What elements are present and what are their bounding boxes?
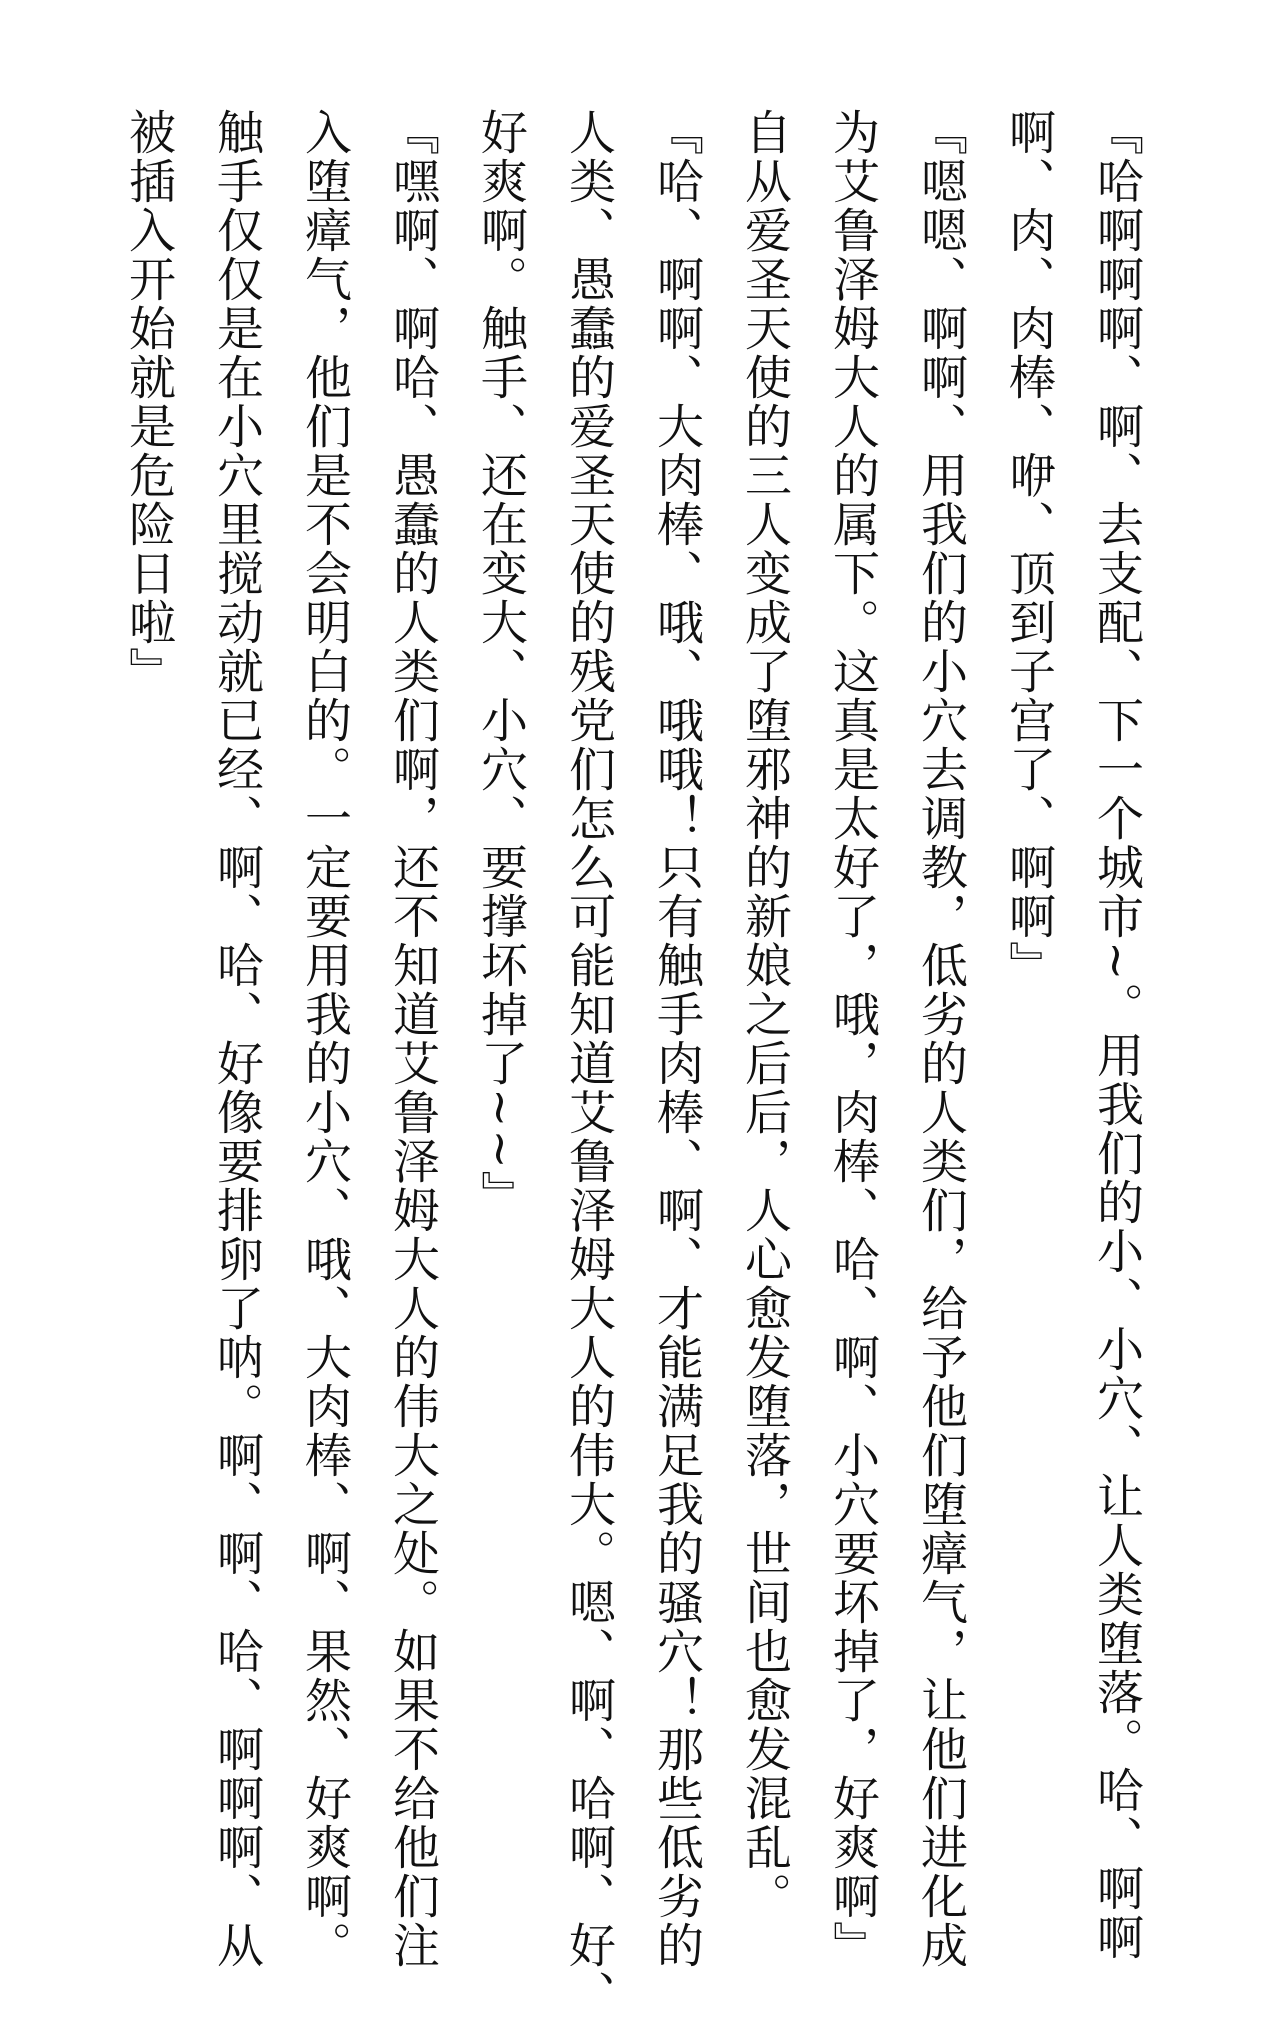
- text-line-1: 『哈啊啊啊、啊、去支配、下一个城市~。用我们的小、小穴、让人类堕落。哈、啊啊: [1089, 108, 1144, 1963]
- text-line-3: 『嗯嗯、啊啊、用我们的小穴去调教，低劣的人类们，给予他们堕瘴气，让他们进化成: [913, 108, 968, 1970]
- text-line-7: 人类、愚蠢的爱圣天使的残党们怎么可能知道艾鲁泽姆大人的伟大。嗯、啊、哈啊、好、: [561, 108, 616, 2019]
- text-line-5: 自从爱圣天使的三人变成了堕邪神的新娘之后后，人心愈发堕落，世间也愈发混乱。: [737, 108, 792, 1921]
- text-line-12: 被插入开始就是危险日啦』: [121, 108, 176, 696]
- text-line-9: 『嘿啊、啊哈、愚蠢的人类们啊，还不知道艾鲁泽姆大人的伟大之处。如果不给他们注: [385, 108, 440, 1970]
- text-line-10: 入堕瘴气，他们是不会明白的。一定要用我的小穴、哦、大肉棒、啊、果然、好爽啊。: [297, 108, 352, 1970]
- text-line-4: 为艾鲁泽姆大人的属下。这真是太好了，哦，肉棒、哈、啊、小穴要坏掉了，好爽啊』: [825, 108, 880, 1970]
- text-line-8: 好爽啊。触手、还在变大、小穴、要撑坏掉了~~』: [473, 108, 528, 1220]
- vertical-text-body: [104, 108, 1160, 2019]
- text-line-2: 啊、肉、肉棒、咿、顶到子宫了、啊啊』: [1001, 108, 1056, 990]
- text-line-11: 触手仅仅是在小穴里搅动就已经、啊、哈、好像要排卵了呐。啊、啊、哈、啊啊啊、从: [209, 108, 264, 1970]
- text-line-6: 『哈、啊啊、大肉棒、哦、哦哦！只有触手肉棒、啊、才能满足我的骚穴！那些低劣的: [649, 108, 704, 1970]
